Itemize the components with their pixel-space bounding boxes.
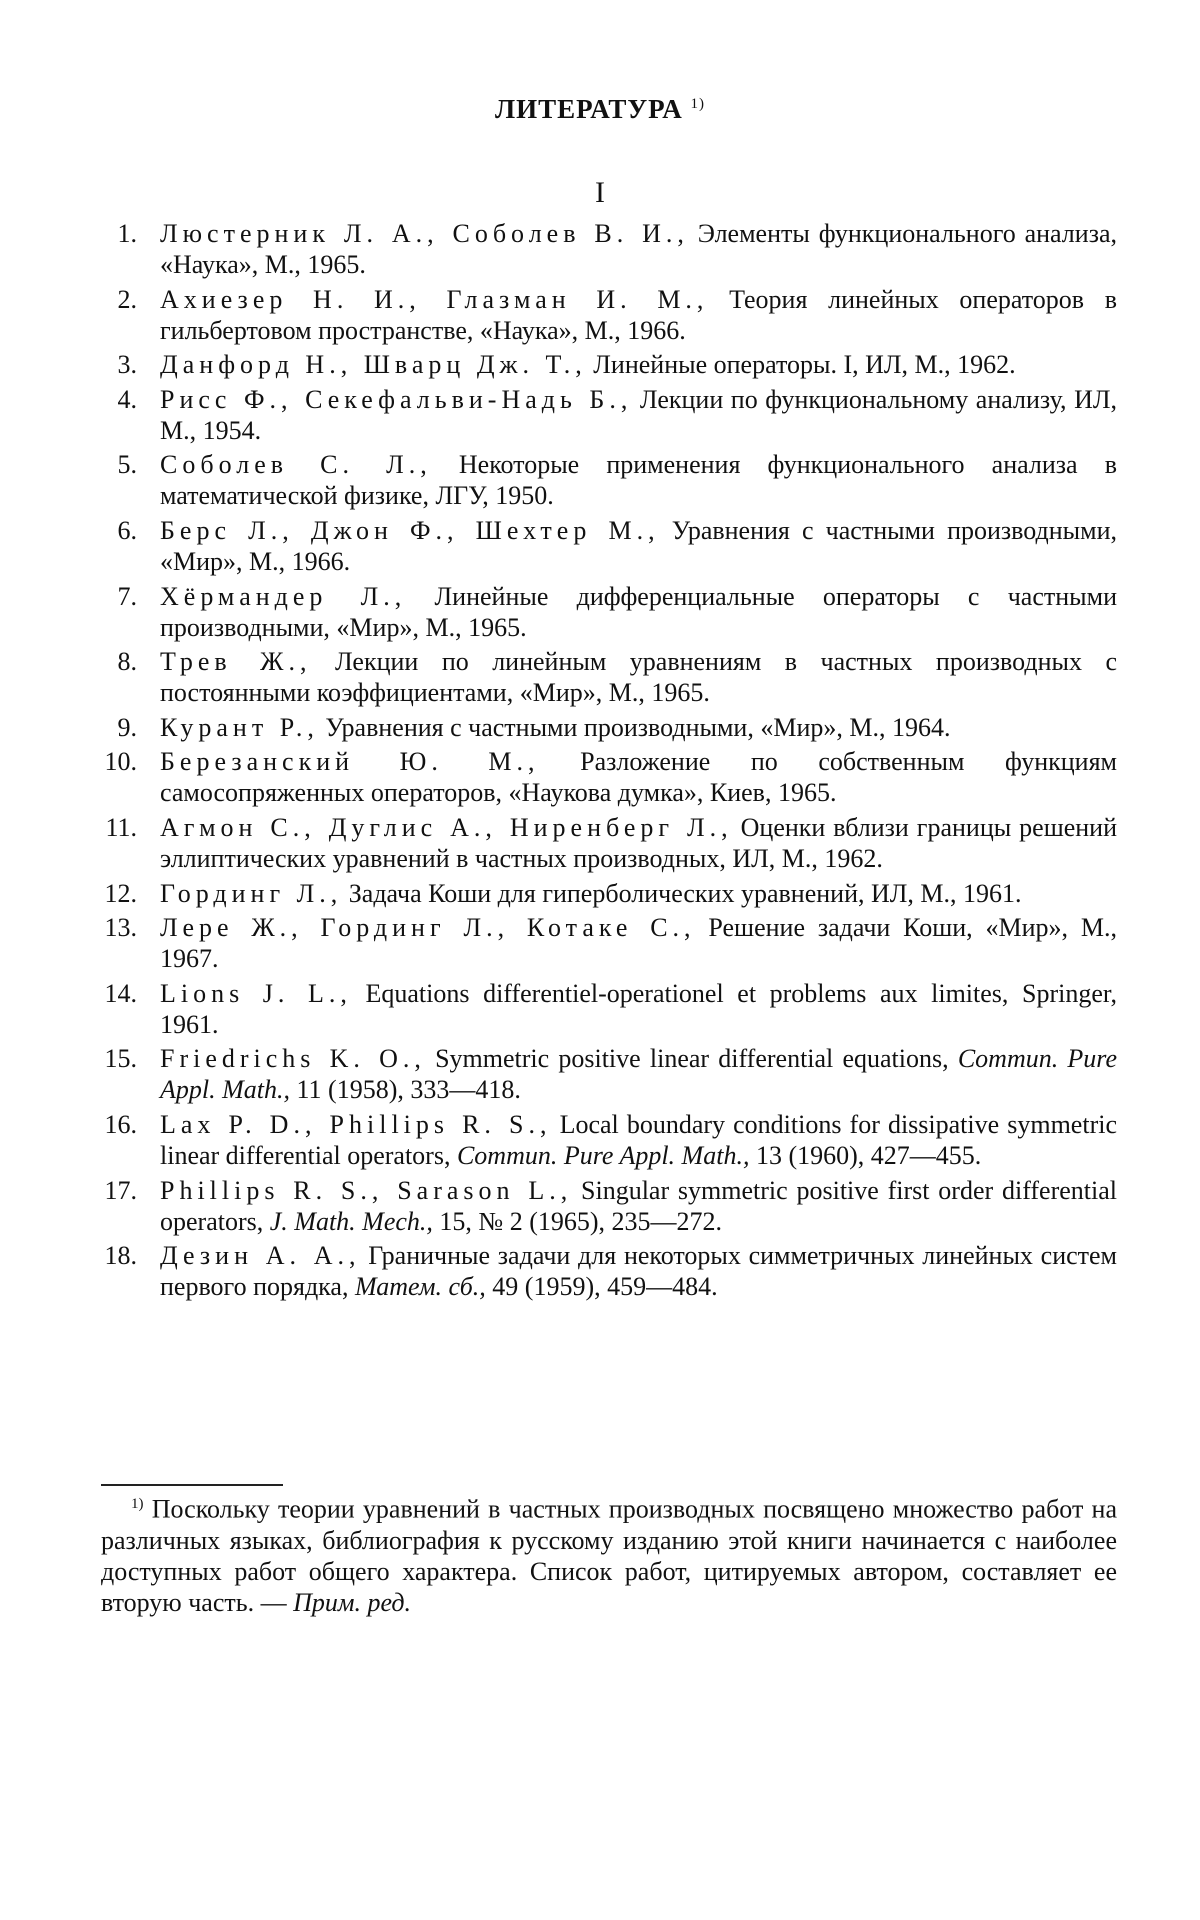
- footnote-text: Поскольку теории уравнений в частных производных посвящено множество работ на различных языках, библиография к русскому изданию этой книги начинается с наиболее доступных работ общего характера. Список работ, цитируемых автором, составляет ее вторую часть. —: [101, 1494, 1117, 1617]
- reference-authors: Соболев С. Л.,: [160, 450, 432, 480]
- reference-text: Singular symmetric positive first order differential operators,: [160, 1175, 1117, 1236]
- reference-number: 8.: [117, 647, 137, 677]
- reference-text: Линейные операторы. I, ИЛ, М., 1962.: [586, 350, 1016, 380]
- reference-number: 18.: [104, 1241, 137, 1271]
- reference-number: 7.: [117, 581, 137, 611]
- reference-text: Разложение по собственным функциям самосопряженных операторов, «Наукова думка», Киев, 1965.: [160, 747, 1117, 808]
- reference-journal: Матем. сб.,: [354, 1272, 486, 1302]
- reference-number: 11.: [105, 812, 137, 842]
- reference-list: [101, 218, 1117, 1306]
- reference-authors: Курант Р.,: [160, 712, 319, 742]
- reference-number: 15.: [104, 1044, 137, 1074]
- reference-number: 10.: [104, 747, 137, 777]
- reference-item: [101, 912, 1117, 974]
- reference-volume-pages: 15, № 2 (1965), 235—272.: [432, 1206, 723, 1236]
- footnote-divider: [101, 1484, 283, 1486]
- reference-text: Лекции по функциональному анализу, ИЛ, М., 1954.: [160, 384, 1117, 445]
- reference-number: 1.: [117, 219, 137, 248]
- footnote-signature: Прим. ред.: [293, 1587, 412, 1617]
- reference-authors: Phillips R. S., Sarason L.,: [160, 1175, 573, 1205]
- reference-text: Теория линейных операторов в гильбертовом пространстве, «Наука», М., 1966.: [160, 284, 1117, 345]
- reference-item: [101, 581, 1117, 643]
- reference-item: [101, 284, 1117, 346]
- reference-authors: Lions J. L.,: [160, 978, 352, 1008]
- reference-number: 9.: [117, 712, 137, 742]
- reference-item: [101, 712, 1117, 743]
- reference-authors: Берс Л., Джон Ф., Шехтер М.,: [160, 515, 660, 545]
- reference-authors: Лере Ж., Гординг Л., Котаке С.,: [160, 913, 696, 943]
- reference-text: Equations differentiel-operationel et problems aux limites, Springer, 1961.: [160, 978, 1117, 1039]
- reference-text: Граничные задачи для некоторых симметричных линейных систем первого порядка,: [160, 1241, 1118, 1302]
- reference-text: Линейные дифференциальные операторы с частными производными, «Мир», М., 1965.: [160, 581, 1117, 642]
- reference-authors: Дезин А. А.,: [160, 1241, 361, 1271]
- reference-authors: Гординг Л.,: [160, 878, 343, 908]
- reference-number: 6.: [117, 515, 137, 545]
- reference-number: 5.: [117, 450, 137, 480]
- reference-text: Решение задачи Коши, «Мир», М., 1967.: [160, 913, 1117, 974]
- title-footnote-mark: 1): [690, 96, 705, 112]
- reference-journal: J. Math. Mech.,: [269, 1206, 433, 1236]
- reference-text: Элементы функционального анализа, «Наука», М., 1965.: [160, 219, 1118, 279]
- reference-number: 2.: [117, 284, 137, 314]
- reference-text: Лекции по линейным уравнениям в частных производных с постоянными коэффициентами, «Мир», М., 1965.: [160, 647, 1117, 708]
- reference-item: [101, 978, 1117, 1040]
- reference-number: 14.: [104, 978, 137, 1008]
- reference-volume-pages: 49 (1959), 459—484.: [485, 1272, 718, 1302]
- reference-text: Уравнения с частными производными, «Мир», М., 1964.: [318, 712, 951, 742]
- reference-authors: Трев Ж.,: [160, 647, 312, 677]
- reference-number: 17.: [104, 1175, 137, 1205]
- reference-item: [101, 1175, 1117, 1237]
- reference-item: [101, 218, 1117, 280]
- reference-item: [101, 515, 1117, 577]
- reference-item: [101, 1109, 1117, 1171]
- reference-authors: Данфорд Н., Шварц Дж. Т.,: [160, 350, 587, 380]
- reference-item: [101, 1240, 1117, 1302]
- reference-item: [101, 1043, 1117, 1105]
- reference-text: Local boundary conditions for dissipative symmetric linear differential operators,: [160, 1109, 1117, 1170]
- reference-item: [101, 349, 1117, 380]
- reference-item: [101, 646, 1117, 708]
- reference-text: Задача Коши для гиперболических уравнений, ИЛ, М., 1961.: [342, 878, 1022, 908]
- reference-item: [101, 812, 1117, 874]
- reference-authors: Ахиезер Н. И., Глазман И. М.,: [160, 284, 709, 314]
- page-title: [0, 94, 1200, 125]
- reference-authors: Friedrichs K. O.,: [160, 1044, 426, 1074]
- reference-authors: Люстерник Л. А., Соболев В. И.,: [160, 219, 689, 248]
- section-numeral: I: [595, 176, 605, 209]
- reference-authors: Агмон С., Дуглис А., Ниренберг Л.,: [160, 812, 733, 842]
- footnote: [101, 1489, 1117, 1618]
- reference-text: Уравнения с частными производными, «Мир», М., 1966.: [160, 515, 1117, 576]
- reference-volume-pages: 11 (1958), 333—418.: [290, 1075, 521, 1105]
- reference-text: Некоторые применения функционального анализа в математической физике, ЛГУ, 1950.: [160, 450, 1118, 511]
- reference-number: 12.: [104, 878, 137, 908]
- reference-journal: Commun. Pure Appl. Math.,: [160, 1044, 1117, 1105]
- reference-number: 13.: [104, 913, 137, 943]
- reference-item: [101, 449, 1117, 511]
- reference-authors: Lax P. D., Phillips R. S.,: [160, 1109, 552, 1139]
- reference-number: 4.: [117, 384, 137, 414]
- title-text: ЛИТЕРАТУРА: [495, 94, 683, 124]
- footnote-mark: 1): [131, 1496, 144, 1512]
- reference-number: 16.: [104, 1109, 137, 1139]
- reference-authors: Хёрмандер Л.,: [160, 581, 407, 611]
- reference-text: Оценки вблизи границы решений эллиптических уравнений в частных производных, ИЛ, М., 1962.: [160, 812, 1117, 873]
- reference-journal: Commun. Pure Appl. Math.,: [456, 1140, 750, 1170]
- reference-item: [101, 746, 1117, 808]
- reference-text: Symmetric positive linear differential equations,: [425, 1044, 958, 1074]
- reference-volume-pages: 13 (1960), 427—455.: [749, 1140, 982, 1170]
- reference-item: [101, 384, 1117, 446]
- reference-number: 3.: [117, 350, 137, 380]
- reference-authors: Березанский Ю. М.,: [160, 747, 540, 777]
- reference-authors: Рисс Ф., Секефальви-Надь Б.,: [160, 384, 633, 414]
- reference-item: [101, 878, 1117, 909]
